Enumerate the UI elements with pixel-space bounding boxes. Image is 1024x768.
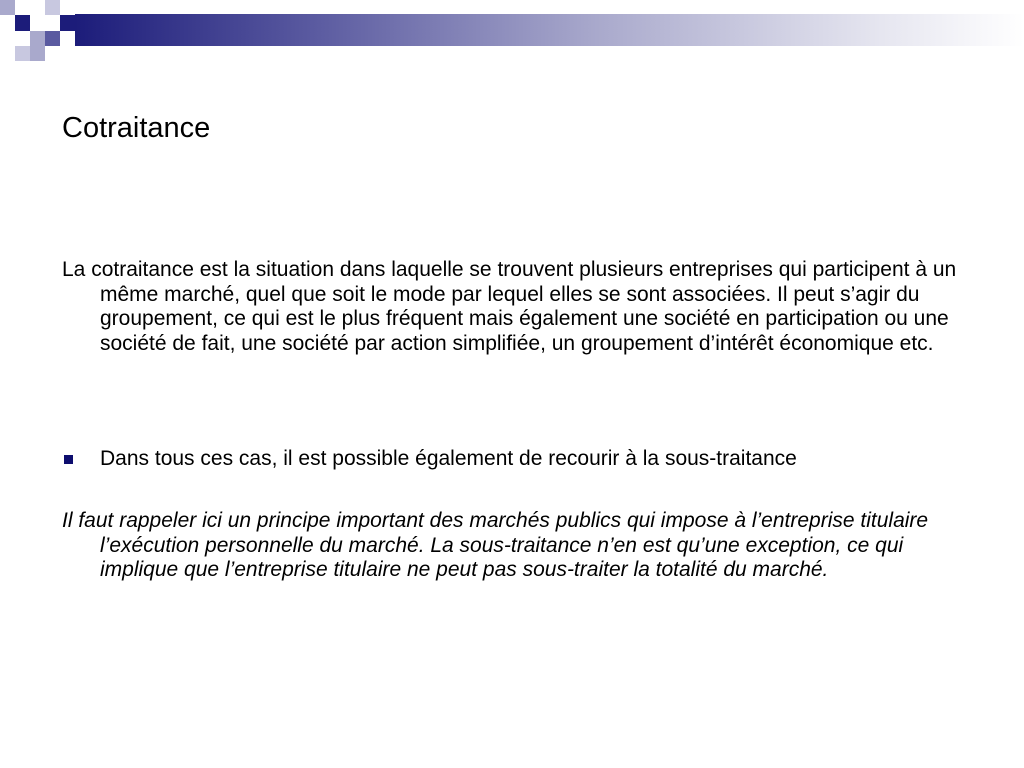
paragraph-cotraitance-definition: La cotraitance est la situation dans laquelle se trouvent plusieurs entreprises qui participent à un même marché, quel que soit le mode par lequel elles se sont associées. Il peut s’agir du groupement, ce qui est le plus fréquent mais également une société en participation ou une société de fait, une société par action simplifiée, un groupement d’intérêt économique etc. <box>62 258 957 355</box>
paragraph-principle-reminder: Il faut rappeler ici un principe important des marchés publics qui impose à l’entreprise titulaire l’exécution personnelle du marché. La sous-traitance n’en est qu’une exception, ce qui implique que l’entreprise titulaire ne peut pas sous-traiter la totalité du marché. <box>62 509 929 581</box>
header-gradient-band <box>75 14 1024 46</box>
slide-title: Cotraitance <box>62 112 211 144</box>
square-bullet-icon <box>64 455 73 464</box>
bullet-text: Dans tous ces cas, il est possible également de recourir à la sous-traitance <box>100 447 797 470</box>
